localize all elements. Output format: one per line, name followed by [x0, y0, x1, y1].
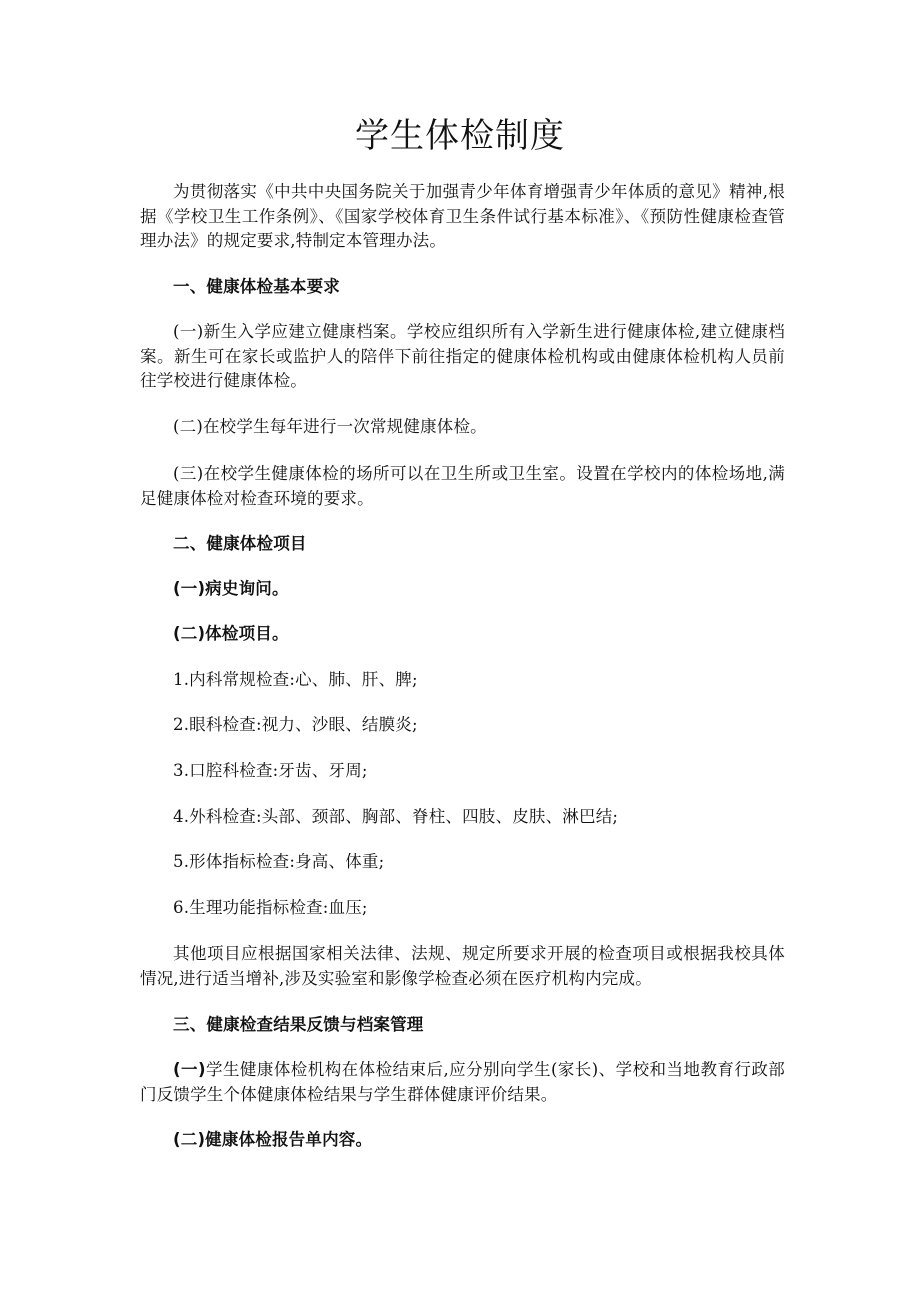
section3-sub2: (二)健康体检报告单内容。	[173, 1130, 373, 1149]
section1-item2: (二)在校学生每年进行一次常规健康体检。	[173, 417, 487, 436]
section2-heading: 二、健康体检项目	[173, 534, 307, 553]
document-title: 学生体检制度	[355, 116, 565, 156]
section1-heading: 一、健康体检基本要求	[173, 277, 340, 296]
section1-item1: (一)新生入学应建立健康档案。学校应组织所有入学新生进行健康体检,建立健康档案。新生可在家长或监护人的陪伴下前往指定的健康体检机构或由健康体检机构人员前往学校进行健康体检。	[140, 322, 785, 390]
exam-list-item-2: 2.眼科检查:视力、沙眼、结膜炎;	[173, 715, 418, 734]
section2-note: 其他项目应根据国家相关法律、法规、规定所要求开展的检查项目或根据我校具体情况,进行适当增补,涉及实验室和影像学检查必须在医疗机构内完成。	[140, 944, 785, 988]
section1-item3: (三)在校学生健康体检的场所可以在卫生所或卫生室。设置在学校内的体检场地,满足健康体检对检查环境的要求。	[140, 464, 785, 508]
exam-list-item-4: 4.外科检查:头部、颈部、胸部、脊柱、四肢、皮肤、淋巴结;	[173, 807, 619, 826]
exam-list-item-3: 3.口腔科检查:牙齿、牙周;	[173, 761, 368, 780]
section3-item1-prefix: (一)	[173, 1060, 206, 1079]
section3-item1	[140, 1058, 785, 1107]
section2-sub1: (一)病史询问。	[173, 579, 289, 598]
section3-item1-text: 学生健康体检机构在体检结束后,应分别向学生(家长)、学校和当地教育行政部门反馈学生个体健康体检结果与学生群体健康评价结果。	[140, 1060, 785, 1104]
section2-sub2: (二)体检项目。	[173, 624, 289, 643]
section3-heading: 三、健康检查结果反馈与档案管理	[173, 1015, 424, 1034]
intro-paragraph: 为贯彻落实《中共中央国务院关于加强青少年体育增强青少年体质的意见》精神,根据《学校卫生工作条例》、《国家学校体育卫生条件试行基本标准》、《预防性健康检查管理办法》的规定要求,特制定本管理办法。	[140, 182, 785, 250]
exam-list-item-5: 5.形体指标检查:身高、体重;	[173, 852, 385, 871]
exam-list-item-1: 1.内科常规检查:心、肺、肝、脾;	[173, 670, 418, 689]
exam-list-item-6: 6.生理功能指标检查:血压;	[173, 898, 368, 917]
